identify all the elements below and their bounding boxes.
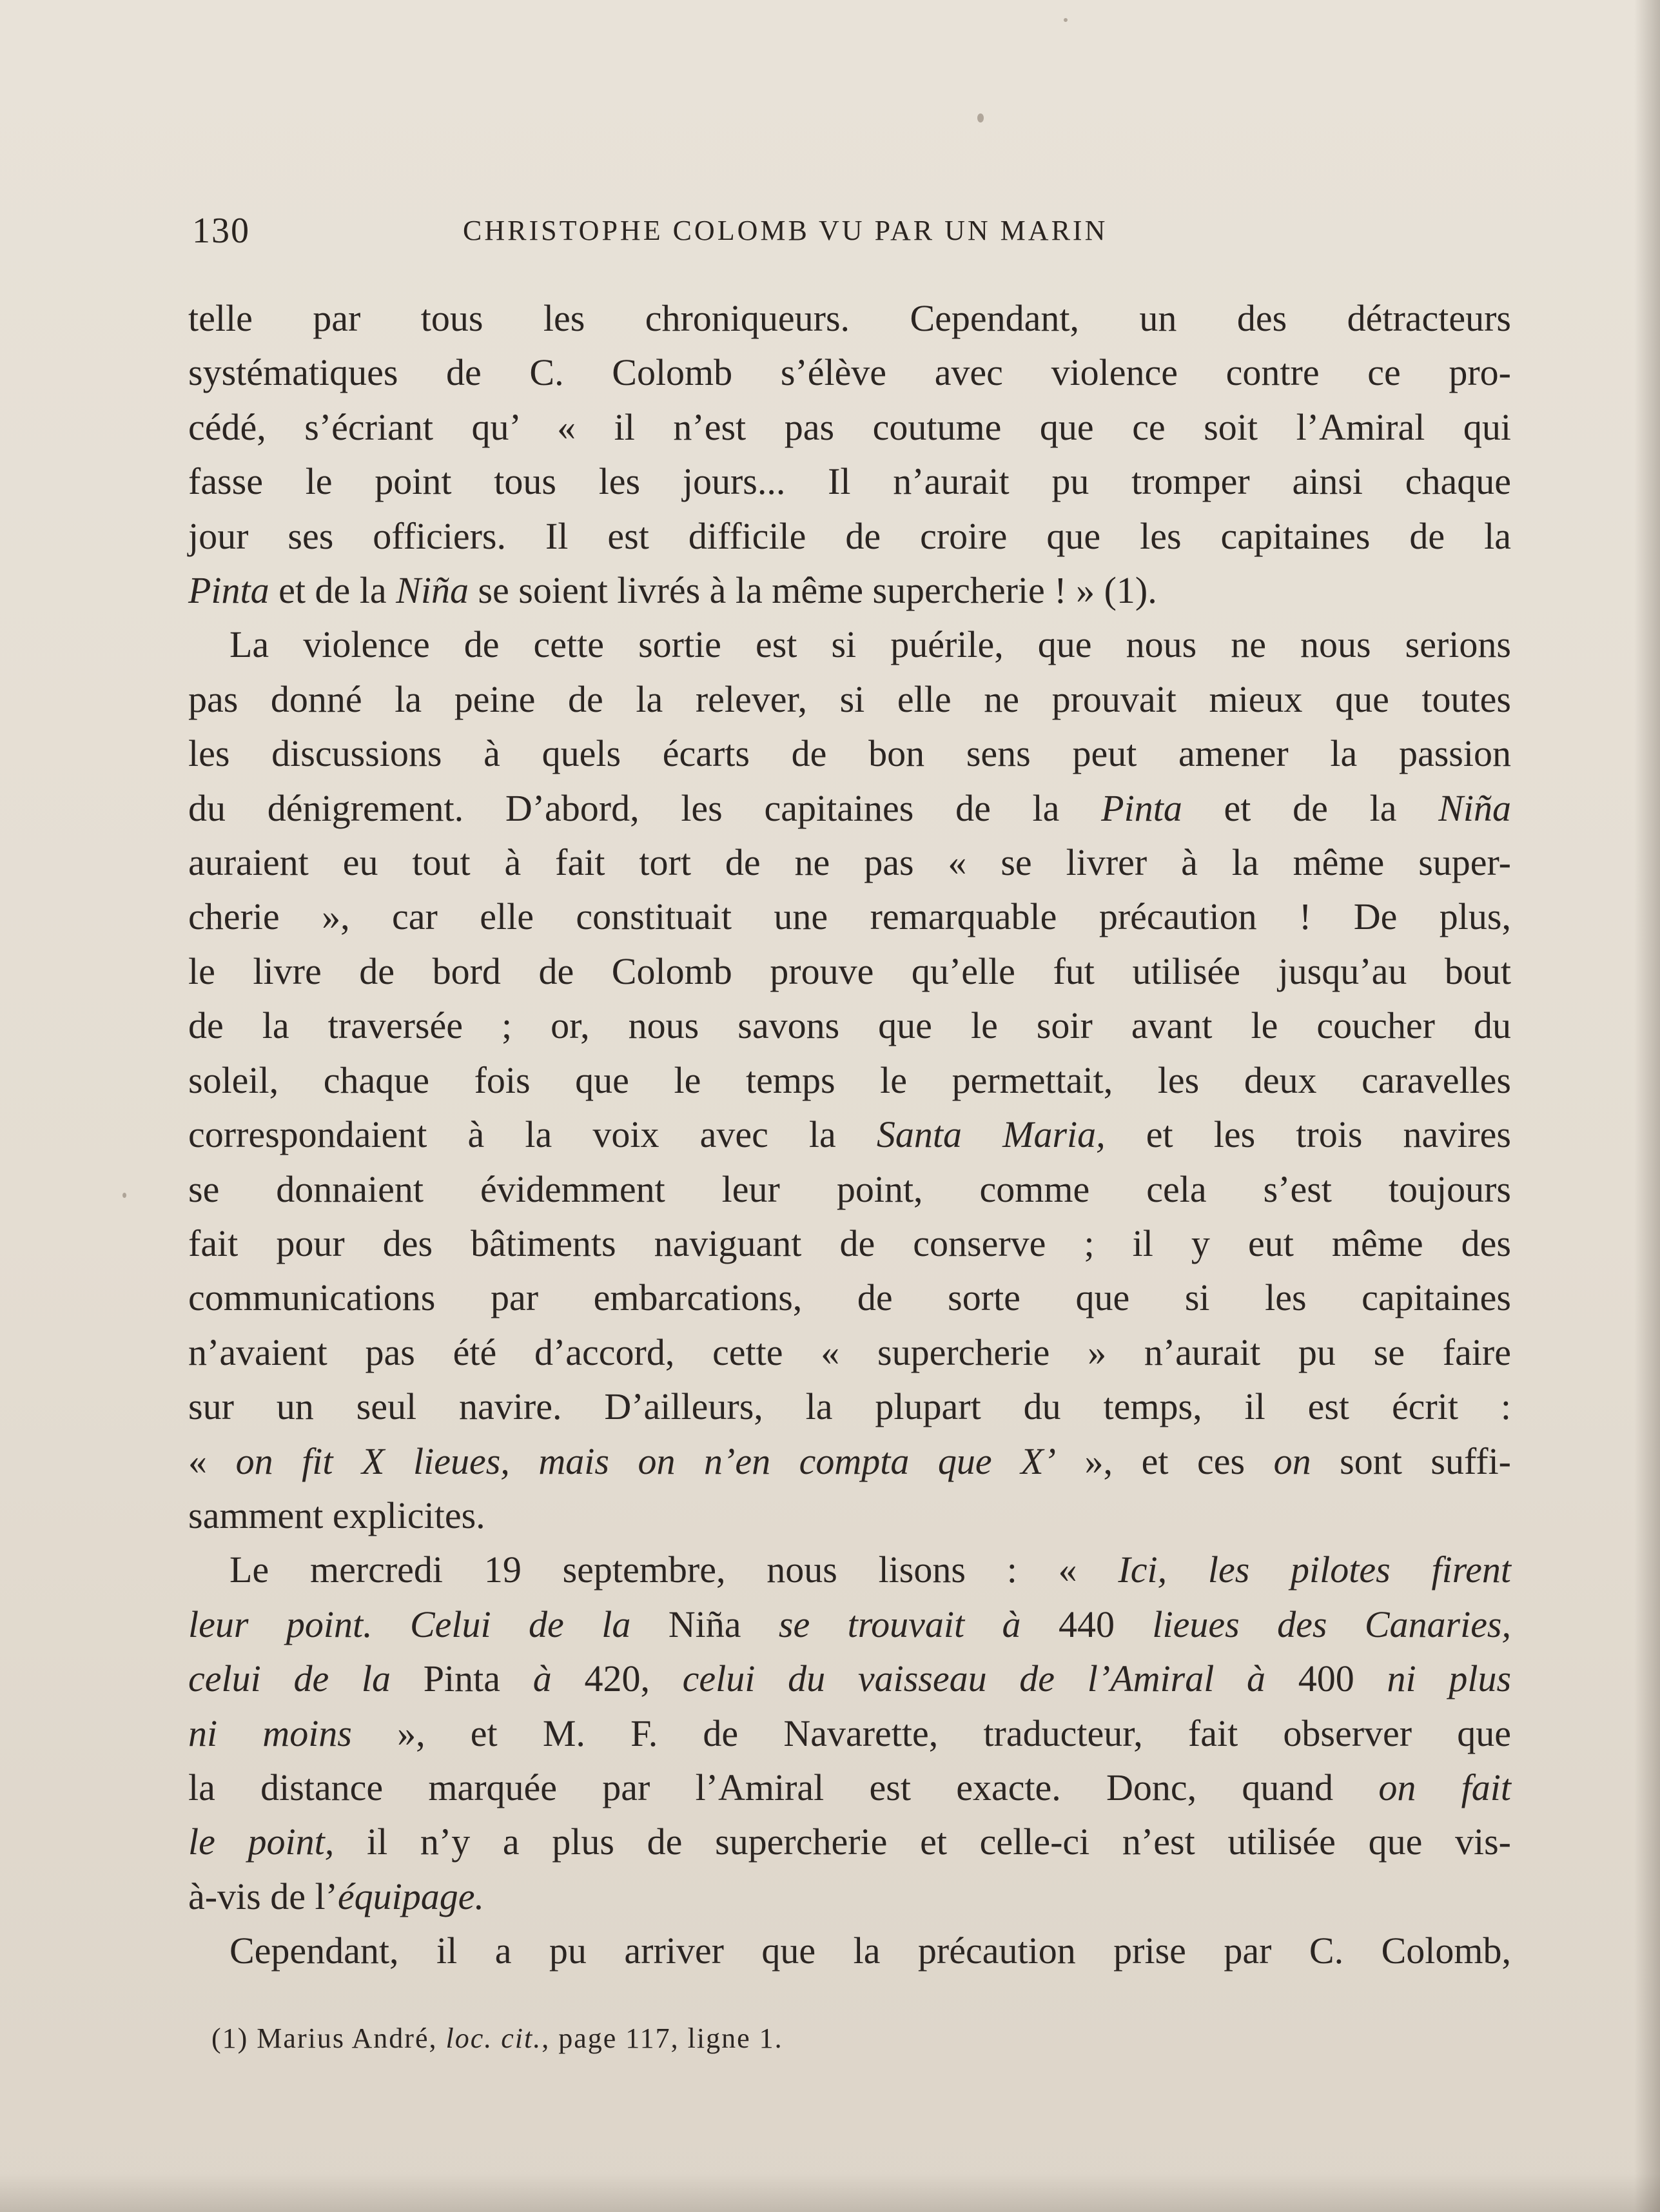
text-line: telle par tous les chroniqueurs. Cependant, un des détracteurs [188,297,1511,339]
text-line: soleil, chaque fois que le temps le permettait, les deux caravelles [188,1059,1511,1101]
text-line: La violence de cette sortie est si puérile, que nous ne nous serions [229,623,1511,666]
text-line: systématiques de C. Colomb s’élève avec violence contre ce pro- [188,351,1511,394]
text-line [188,1815,1511,1869]
text-line [188,1598,1511,1652]
text-line [188,1761,1511,1815]
italic-quote: à [532,1658,552,1700]
text-line: de la traversée ; or, nous savons que le soir avant le coucher du [188,1004,1511,1047]
footnote-italic: loc. cit. [445,2022,542,2054]
italic-quote: celui du vaisseau de l’Amiral à [682,1658,1266,1700]
paragraph-4 [188,1924,1511,1978]
text-line [188,563,1511,618]
footnote-text: , page 117, ligne 1. [542,2022,783,2054]
text-run: Niña [630,1603,779,1645]
text-line: pas donné la peine de la relever, si elle ne prouvait mieux que toutes [188,678,1511,720]
italic-quote: se trouvait à [778,1603,1021,1645]
italic-quote: on fit X lieues, mais on n’en compta que X’ [235,1440,1056,1482]
italic-phrase: on fait [1378,1766,1511,1808]
ship-name: Pinta [1101,787,1182,829]
paper-speck [977,113,984,122]
text-line: fait pour des bâtiments naviguant de conserve ; il y eut même des [188,1222,1511,1264]
text-line: se donnaient évidemment leur point, comme cela s’est toujours [188,1168,1511,1210]
text-line: Cependant, il a pu arriver que la précaution prise par C. Colomb, [229,1930,1511,1972]
text-line [188,1870,1511,1924]
text-run: et de la [269,569,396,612]
text-run: du dénigrement. D’abord, les capitaines de la [188,787,1102,829]
text-line [188,1652,1511,1706]
text-run: », et M. F. de Navarette, traducteur, fait observer que [351,1712,1512,1754]
body-text [188,291,1511,1979]
text-run: », et ces [1055,1440,1274,1482]
text-run: 400 [1265,1658,1387,1700]
text-run: à-vis de l’ [188,1875,338,1917]
italic-quote: celui de la [188,1658,391,1700]
italic-word: équipage. [337,1875,485,1917]
text-line: cherie », car elle constituait une remarquable précaution ! De plus, [188,896,1511,938]
text-line: communications par embarcations, de sorte que si les capitaines [188,1277,1511,1319]
footnote-text: (1) Marius André, [211,2022,446,2054]
text-line: cédé, s’écriant qu’ « il n’est pas coutume que ce soit l’Amiral qui [188,406,1511,448]
running-title: CHRISTOPHE COLOMB VU PAR UN MARIN [463,215,1108,246]
text-run: 440 [1020,1603,1153,1645]
ship-name: Santa Maria, [876,1113,1106,1156]
text-line [188,1707,1511,1761]
paragraph-2 [188,618,1511,1543]
text-line: n’avaient pas été d’accord, cette « supercherie » n’aurait pu se faire [188,1331,1511,1373]
text-line: samment explicites. [188,1494,485,1536]
text-run: correspondaient à la voix avec la [188,1113,877,1156]
text-run: sont suffi- [1311,1440,1512,1482]
text-line [188,781,1511,836]
text-line [188,1108,1511,1162]
italic-quote: ni moins [188,1712,352,1754]
text-run: il n’y a plus de supercherie et celle-ci n’est utilisée que vis- [334,1821,1511,1863]
paragraph-1 [188,291,1511,618]
ship-name: Niña [396,569,469,612]
italic-quote: leur point. Celui de la [188,1603,631,1645]
paragraph-3 [188,1543,1511,1924]
paper-speck [122,1193,126,1198]
paper-speck [1064,18,1068,22]
text-line: fasse le point tous les jours... Il n’aurait pu tromper ainsi chaque [188,460,1511,503]
text-line: le livre de bord de Colomb prouve qu’elle fut utilisée jusqu’au bout [188,950,1511,992]
text-run: 420, [551,1658,683,1700]
text-run: la distance marquée par l’Amiral est exacte. Donc, quand [188,1766,1379,1808]
text-line: les discussions à quels écarts de bon sens peut amener la passion [188,732,1511,775]
italic-word: on [1273,1440,1311,1482]
italic-quote: lieues des Canaries, [1152,1603,1512,1645]
text-line: sur un seul navire. D’ailleurs, la plupart du temps, il est écrit : [188,1385,1511,1428]
text-run: « [188,1440,236,1482]
italic-quote: ni plus [1387,1658,1512,1700]
text-line: jour ses officiers. Il est difficile de croire que les capitaines de la [188,514,1511,557]
italic-quote: Ici, les pilotes firent [1118,1549,1511,1591]
italic-phrase: le point, [188,1821,335,1863]
text-run: Le mercredi 19 septembre, nous lisons : « [229,1549,1118,1591]
footnote [211,2022,783,2055]
text-run: se soient livrés à la même supercherie ! » (1). [468,569,1157,612]
page-header [192,210,1249,255]
text-line [188,1543,1511,1597]
ship-name: Niña [1438,787,1512,829]
text-line: auraient eu tout à fait tort de ne pas « se livrer à la même super- [188,841,1511,884]
text-run: et de la [1182,787,1439,829]
text-run: Pinta [391,1658,533,1700]
page-number: 130 [192,211,250,251]
text-run: et les trois navires [1105,1113,1511,1156]
ship-name: Pinta [188,569,269,612]
text-line [188,1434,1511,1489]
